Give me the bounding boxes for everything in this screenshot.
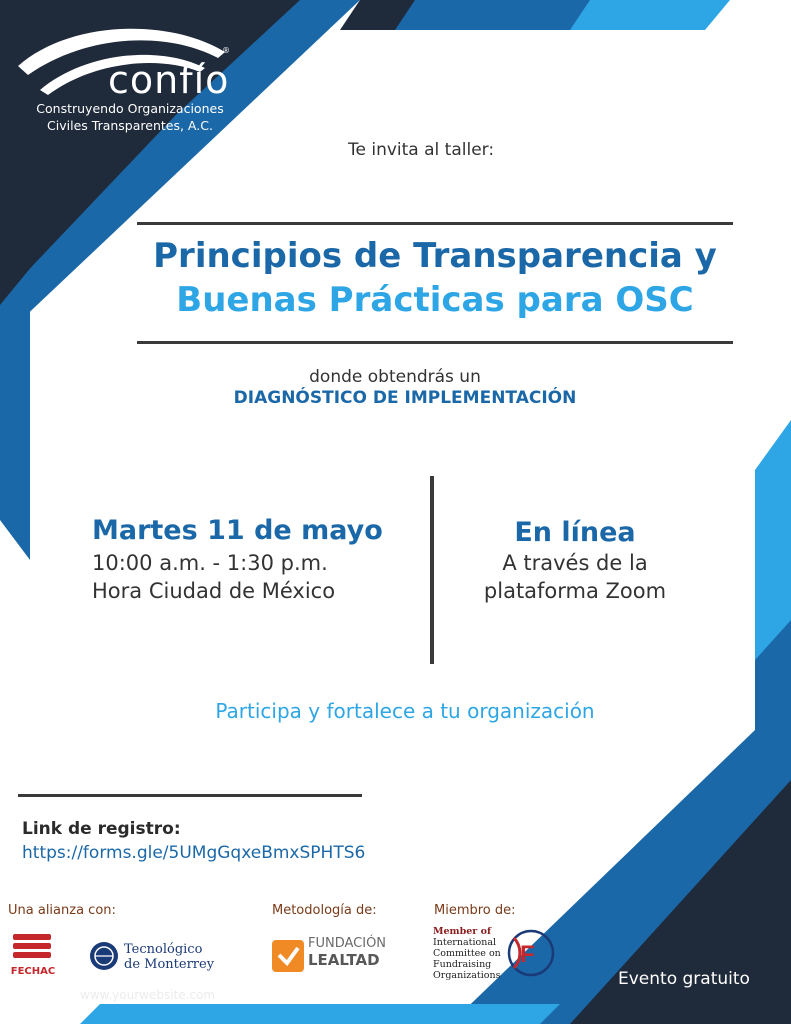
event-date: Martes 11 de mayo [92,515,383,546]
subtitle-line2: DIAGNÓSTICO DE IMPLEMENTACIÓN [233,388,577,408]
member-label: Miembro de: [434,903,516,918]
registration-rule [18,794,362,797]
left-blue-stripe [0,280,30,560]
tec-monterrey-logo [124,942,214,972]
tec-globe-seal-icon [90,942,118,970]
tec-line1: Tecnológico [124,942,203,957]
svg-text:F: F [520,941,535,968]
alliance-label: Una alianza con: [8,903,116,918]
lealtad-line1: FUNDACIÓN [308,936,387,951]
title-top-rule [137,222,733,225]
icfo-line-3: Fundraising [433,959,492,970]
methodology-label: Metodología de: [272,903,377,918]
tagline-line2: Civiles Transparentes, A.C. [47,118,213,133]
event-timezone: Hora Ciudad de México [92,579,336,603]
tagline-line1: Construyendo Organizaciones [36,101,224,116]
venue-heading: En línea [514,517,636,548]
venue-line1: A través de la [502,551,648,575]
icfo-line-0: Member of [433,926,492,937]
title-line2: Buenas Prácticas para OSC [176,280,694,320]
title-line1: Principios de Transparencia y [153,236,717,276]
registration-link[interactable]: https://forms.gle/5UMgGqxeBmxSPHTS6 [22,843,366,863]
registered-mark: ® [222,46,230,55]
fechac-logo-label: FECHAC [10,966,56,977]
organizer-tagline [30,100,230,134]
fechac-stripes-icon [13,934,51,958]
call-to-action: Participa y fortalece a tu organización [215,699,595,723]
icfo-line-1: International [433,937,497,948]
top-right-blue [395,0,600,30]
title-bottom-rule [137,341,733,344]
icfo-line-2: Committee on [433,948,501,959]
vertical-divider [430,476,434,664]
venue-line2: plataforma Zoom [483,579,667,603]
top-right-light [570,0,730,30]
tec-line2: de Monterrey [124,957,215,972]
free-event-label: Evento gratuito [618,969,750,989]
bottom-light-stripe [80,1004,560,1024]
lealtad-check-icon [272,940,304,972]
registration-label: Link de registro: [22,819,181,839]
invite-text: Te invita al taller: [348,140,495,160]
icfo-logo-text [433,926,501,981]
organizer-logo-wordmark: confío [108,58,230,102]
lealtad-line2: LEALTAD [308,951,380,969]
watermark-text: www.yourwebsite.com [80,988,216,1002]
subtitle-line1: donde obtendrás un [309,367,481,387]
icfo-line-4: Organizations [433,970,501,981]
event-time: 10:00 a.m. - 1:30 p.m. [92,551,328,575]
fundacion-lealtad-logo [308,936,386,970]
